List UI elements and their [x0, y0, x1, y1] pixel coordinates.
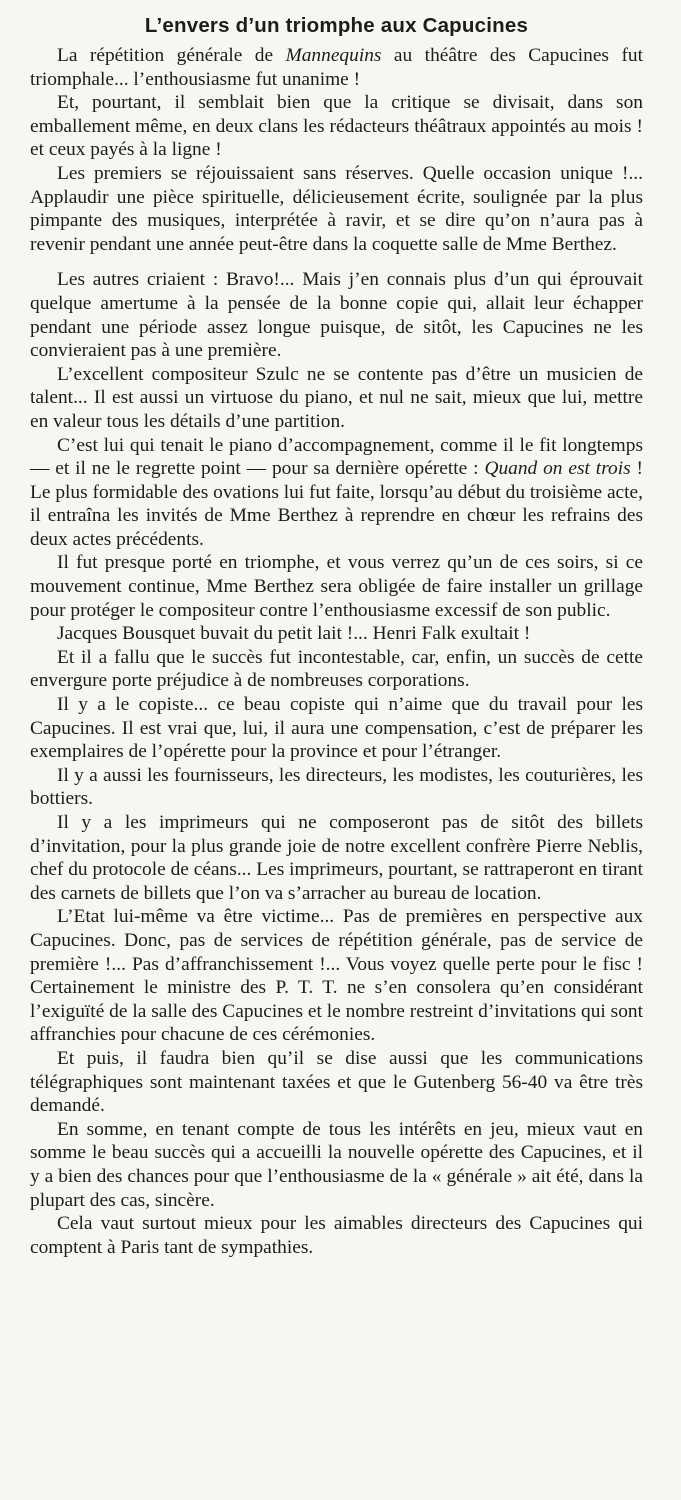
article-paragraph — [30, 1212, 643, 1259]
article-paragraph — [30, 162, 643, 256]
paragraph-text: Les autres criaient : Bravo!... Mais j’en connais plus d’un qui éprouvait quelque amertume à la pensée de la bonne copie qui, allait leur échapper pendant une période assez longue puisque, de sitôt, les Capucines ne les convieraient pas à une première. — [30, 269, 643, 362]
article-paragraph — [30, 693, 643, 764]
paragraph-text: Les premiers se réjouissaient sans réserves. Quelle occasion unique !... Applaudir une pièce spirituelle, délicieusement écrite, soulignée par la plus pimpante des musiques, interprétée à ravir, et se dire qu’on n’aura pas à revenir pendant une année peut-être dans la coquette salle de Mme Berthez. — [30, 162, 643, 255]
article-paragraph — [30, 622, 643, 646]
paragraph-text: C’est lui qui tenait le piano d’accompagnement, comme il le fit longtemps — et il ne le regrette point — pour sa dernière opérette : — [30, 434, 643, 480]
paragraph-text: L’Etat lui-même va être victime... Pas de premières en perspective aux Capucines. Donc, pas de services de répétition générale, pas de service de première !... Pas d’affranchissement !... Vous voyez quelle perte pour le fisc ! Certainement le ministre des P. T. T. ne s’en consolera qu’en considérant l’exiguïté de la salle des Capucines et le nombre restreint d’invitations qui sont affranchies pour chacune de ces cérémonies. — [30, 906, 643, 1046]
article-body — [30, 44, 643, 1259]
article-paragraph — [30, 268, 643, 362]
paragraph-text: Il y a les imprimeurs qui ne composeront pas de sitôt des billets d’invitation, pour la plus grande joie de notre excellent confrère Pierre Neblis, chef du protocole de céans... Les imprimeurs, pourtant, se rattraperont en tirant des carnets de billets que l’on va s’arracher au bureau de location. — [30, 812, 643, 904]
paragraph-text: Et il a fallu que le succès fut incontestable, car, enfin, un succès de cette envergure porte préjudice à de nombreuses corporations. — [30, 646, 643, 692]
article-paragraph — [30, 551, 643, 622]
article-paragraph — [30, 363, 643, 434]
paragraph-text: Il fut presque porté en triomphe, et vous verrez qu’un de ces soirs, si ce mouvement continue, Mme Berthez sera obligée de faire installer un grillage pour protéger le compositeur contre l’enthousiasme excessif de son public. — [30, 552, 643, 621]
paragraph-text: Cela vaut surtout mieux pour les aimables directeurs des Capucines qui comptent à Paris tant de sympathies. — [30, 1213, 643, 1258]
paragraph-text: au théâtre des Capucines fut triomphale... l’enthousiasme fut unanime ! — [30, 45, 643, 90]
italic-title: Mannequins — [285, 45, 382, 66]
article-paragraph — [30, 1047, 643, 1118]
article-paragraph — [30, 811, 643, 905]
paragraph-text: Et, pourtant, il semblait bien que la critique se divisait, dans son emballement même, en deux clans les rédacteurs théâtraux appointés au mois ! et ceux payés à la ligne ! — [30, 92, 643, 161]
article-paragraph — [30, 44, 643, 91]
article-paragraph — [30, 646, 643, 693]
article-paragraph — [30, 434, 643, 552]
paragraph-text: En somme, en tenant compte de tous les intérêts en jeu, mieux vaut en somme le beau succès qui a accueilli la nouvelle opérette des Capucines, et il y a bien des chances pour que l’enthousiasme de la « générale » ait été, dans la plupart des cas, sincère. — [30, 1118, 643, 1211]
paragraph-text: La répétition générale de — [57, 45, 286, 66]
article-title: L’envers d’un triomphe aux Capucines — [144, 14, 529, 37]
article-paragraph — [30, 91, 643, 162]
article-paragraph — [30, 905, 643, 1047]
paragraph-text: Il y a le copiste... ce beau copiste qui n’aime que du travail pour les Capucines. Il est vrai que, lui, il aura une compensation, c’est de préparer les exemplaires de l’opérette pour la province et pour l’étranger. — [30, 694, 643, 763]
italic-title: Quand on est trois — [484, 458, 631, 480]
paragraph-text: ! Le plus formidable des ovations lui fut faite, lorsqu’au début du troisième acte, il entraîna les invités de Mme Berthez à reprendre en chœur les refrains des deux actes précédents. — [30, 458, 643, 550]
article-paragraph — [30, 764, 643, 811]
article-paragraph — [30, 1118, 643, 1212]
paragraph-text: Et puis, il faudra bien qu’il se dise aussi que les communications télégraphiques sont maintenant taxées et que le Gutenberg 56-40 va être très demandé. — [30, 1047, 643, 1117]
paragraph-text: L’excellent compositeur Szulc ne se contente pas d’être un musicien de talent... Il est aussi un virtuose du piano, et nul ne sait, mieux que lui, mettre en valeur tous les détails d’une partition. — [30, 363, 643, 432]
paragraph-text: Jacques Bousquet buvait du petit lait !... Henri Falk exultait ! — [57, 623, 531, 645]
paragraph-text: Il y a aussi les fournisseurs, les directeurs, les modistes, les couturières, les bottiers. — [30, 764, 643, 810]
